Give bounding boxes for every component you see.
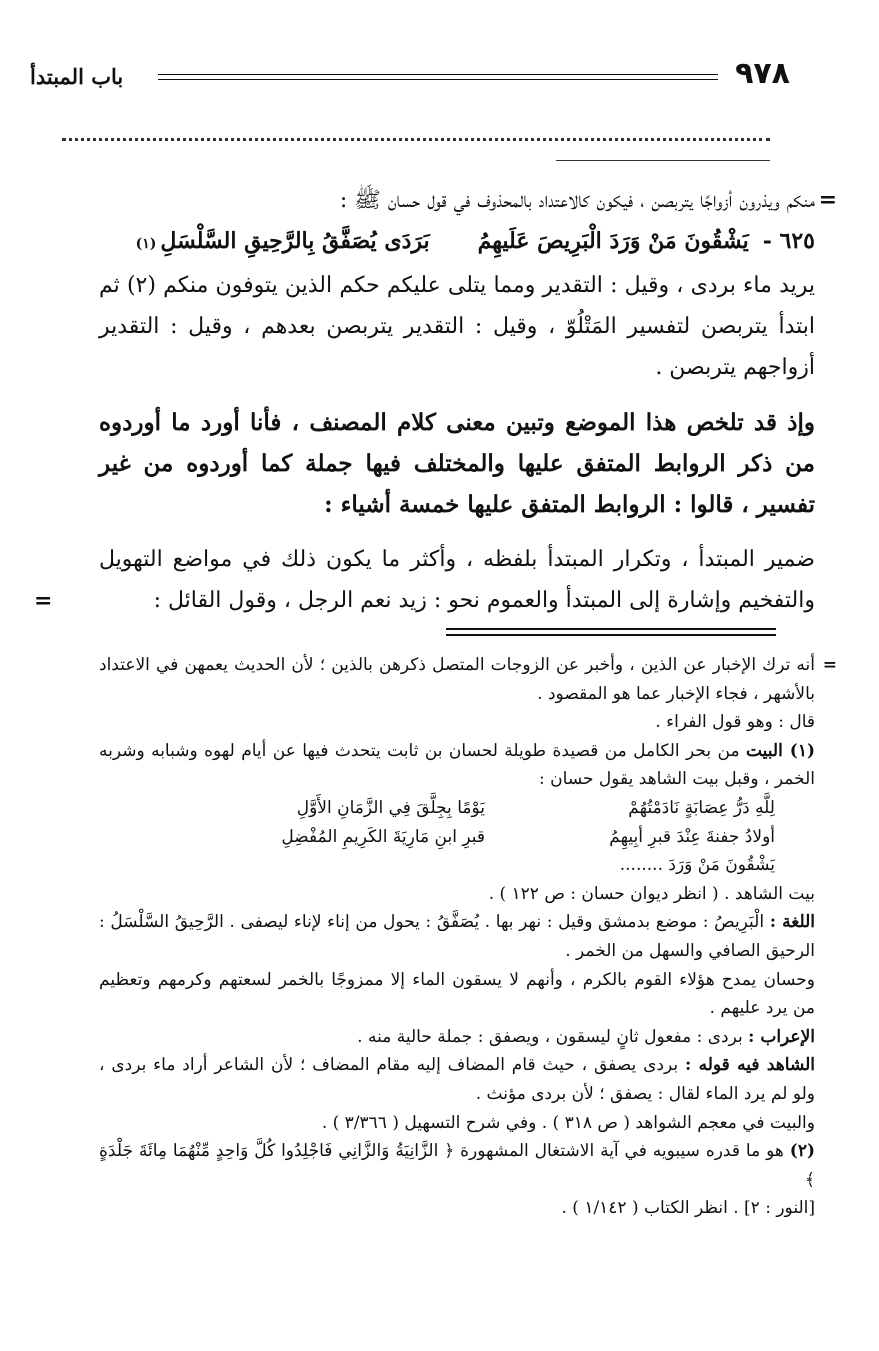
paragraph-2: وإذ قد تلخص هذا الموضع وتبين معنى كلام المصنف ، فأنا أورد ما أوردوه من ذكر الروابط المتفق عليها والمختلف فيها جملة كما أوردوه من غير تفسير ، قالوا : الروابط المتفق عليها خمسة أشياء : (99, 409, 815, 518)
poem-line-1 (99, 794, 815, 823)
verse-625 (99, 221, 815, 265)
footnote-2-label: (٢) (789, 1141, 815, 1162)
verse-hemistich-1: يَشْقُونَ مَنْ وَرَدَ الْبَرِيصَ عَلَيهِمُ (477, 228, 749, 254)
poem-line-2-hemistich-1: أولادُ جفنةَ عِنْدَ قبرِ أبِيهِمُ (609, 826, 775, 847)
farra-line: قال : وهو قول الفراء . (655, 712, 815, 733)
footnote-cont-mark: = (822, 655, 837, 675)
poem-line-3 (99, 851, 815, 880)
shahid-section (99, 1051, 815, 1108)
footnote-separator (446, 628, 776, 636)
footnote-continuation (99, 651, 837, 708)
footnote-1-label: (١) البيت (745, 740, 815, 761)
poem-line-2-hemistich-2: قبرِ ابنِ مَارِيَةَ الكَرِيمِ المُفْضِلِ (281, 826, 485, 847)
irab-text: بردى : مفعول ثانٍ ليسقون ، ويصفق : جملة حالية منه . (357, 1026, 743, 1047)
footnote-1 (99, 737, 815, 794)
page-header (30, 56, 790, 96)
irab-section (99, 1023, 815, 1052)
hassan-praise: وحسان يمدح هؤلاء القوم بالكرم ، وأنهم لا يسقون الماء إلا ممزوجًا بالخمر لسعتهم وكرمهم وتعظيم من يرد عليهم . (99, 969, 815, 1019)
page-end-mark: = (34, 588, 53, 614)
footnote-ref-1: (١) (135, 236, 157, 252)
dotted-separator (62, 138, 770, 141)
continuation-text: منكم ويذرون أزواجًا يتربصن ، فيكون كالاعتداد بالمحذوف في قول حسان ﷺ : (339, 188, 815, 213)
shahid-text: بردى يصفق ، حيث قام المضاف إليه مقام المضاف ؛ لأن الشاعر أراد ماء بردى ، ولو لم يرد الماء لقال : يصفق ؛ لأن بردى مؤنث . (99, 1055, 815, 1104)
verse-hemistich-2: بَرَدَى يُصَفَّقُ بِالرَّحِيقِ السَّلْسَلِ (160, 228, 430, 254)
footnotes (99, 651, 837, 1223)
main-text (99, 180, 837, 621)
shahid-label: الشاهد فيه قوله : (684, 1055, 816, 1076)
footnote-1-text: من بحر الكامل من قصيدة طويلة لحسان بن ثابت يتحدث فيها عن أيام لهوه وشبابه وشربه الخمر ، وقبل بيت الشاهد يقول حسان : (99, 740, 815, 790)
lugha-section (99, 908, 815, 965)
verse-number: ٦٢٥ - (762, 228, 815, 254)
continuation-line (99, 180, 837, 221)
section-underline (556, 160, 770, 161)
mujam-reference: والبيت في معجم الشواهد ( ص ٣١٨ ) . وفي شرح التسهيل ( ٣/٣٦٦ ) . (321, 1112, 815, 1133)
footnote-2 (99, 1137, 815, 1194)
footnote-2-citation: [النور : ٢] . انظر الكتاب ( ١/١٤٢ ) . (561, 1198, 815, 1219)
diwan-reference: بيت الشاهد . ( انظر ديوان حسان : ص ١٢٢ ) . (488, 883, 815, 904)
header-rule (158, 74, 718, 80)
irab-label: الإعراب : (748, 1026, 815, 1047)
footnote-cont-text: أنه ترك الإخبار عن الذين ، وأخبر عن الزوجات المتصل ذكرهن بالذين ؛ لأن الحديث يعمهن في الاعتداد بالأشهر ، فجاء الإخبار عما هو المقصود . (99, 655, 815, 704)
poem-tail: يَشْقُونَ مَنْ وَرَدَ ........ (619, 855, 775, 876)
lugha-text: الْبَرِيصُ : موضع بدمشق وقيل : نهر بها . يُصَفَّقُ : يحول من إناء لإناء ليصفى . الرَّحِيقُ السَّلْسَلُ : الرحيق الصافي والسهل من الخمر . (99, 912, 815, 961)
continuation-mark: = (818, 187, 837, 213)
paragraph-3: ضمير المبتدأ ، وتكرار المبتدأ بلفظه ، وأكثر ما يكون ذلك في مواضع التهويل والتفخيم وإشارة إلى المبتدأ والعموم نحو : زيد نعم الرجل ، وقول القائل : (99, 547, 815, 613)
poem-line-1-hemistich-1: لِلَّهِ دَرُّ عِصَابَةٍ نَادَمْتُهُمْ (628, 797, 775, 818)
poem-line-2 (99, 823, 815, 852)
paragraph-1: يريد ماء بردى ، وقيل : التقدير ومما يتلى عليكم حكم الذين يتوفون منكم (٢) ثم ابتدأ يتربصن لتفسير المَتْلُوّ ، وقيل : التقدير يتربصن بعدهم ، وقيل : التقدير أزواجهم يتربصن . (99, 273, 816, 380)
lugha-label: اللغة : (769, 912, 815, 933)
poem-line-1-hemistich-2: يَوْمًا بِجِلَّقَ فِي الزَّمَانِ الأَوَّلِ (296, 797, 485, 818)
running-title: باب المبتدأ (30, 64, 124, 89)
footnote-2-text: هو ما قدره سيبويه في آية الاشتغال المشهورة ﴿ الزَّانِيَةُ وَالزَّانِي فَاجْلِدُوا كُلَّ وَاحِدٍ مِّنْهُمَا مِائَةَ جَلْدَةٍ ﴾ (99, 1141, 815, 1190)
page-number: ٩٧٨ (735, 56, 790, 91)
